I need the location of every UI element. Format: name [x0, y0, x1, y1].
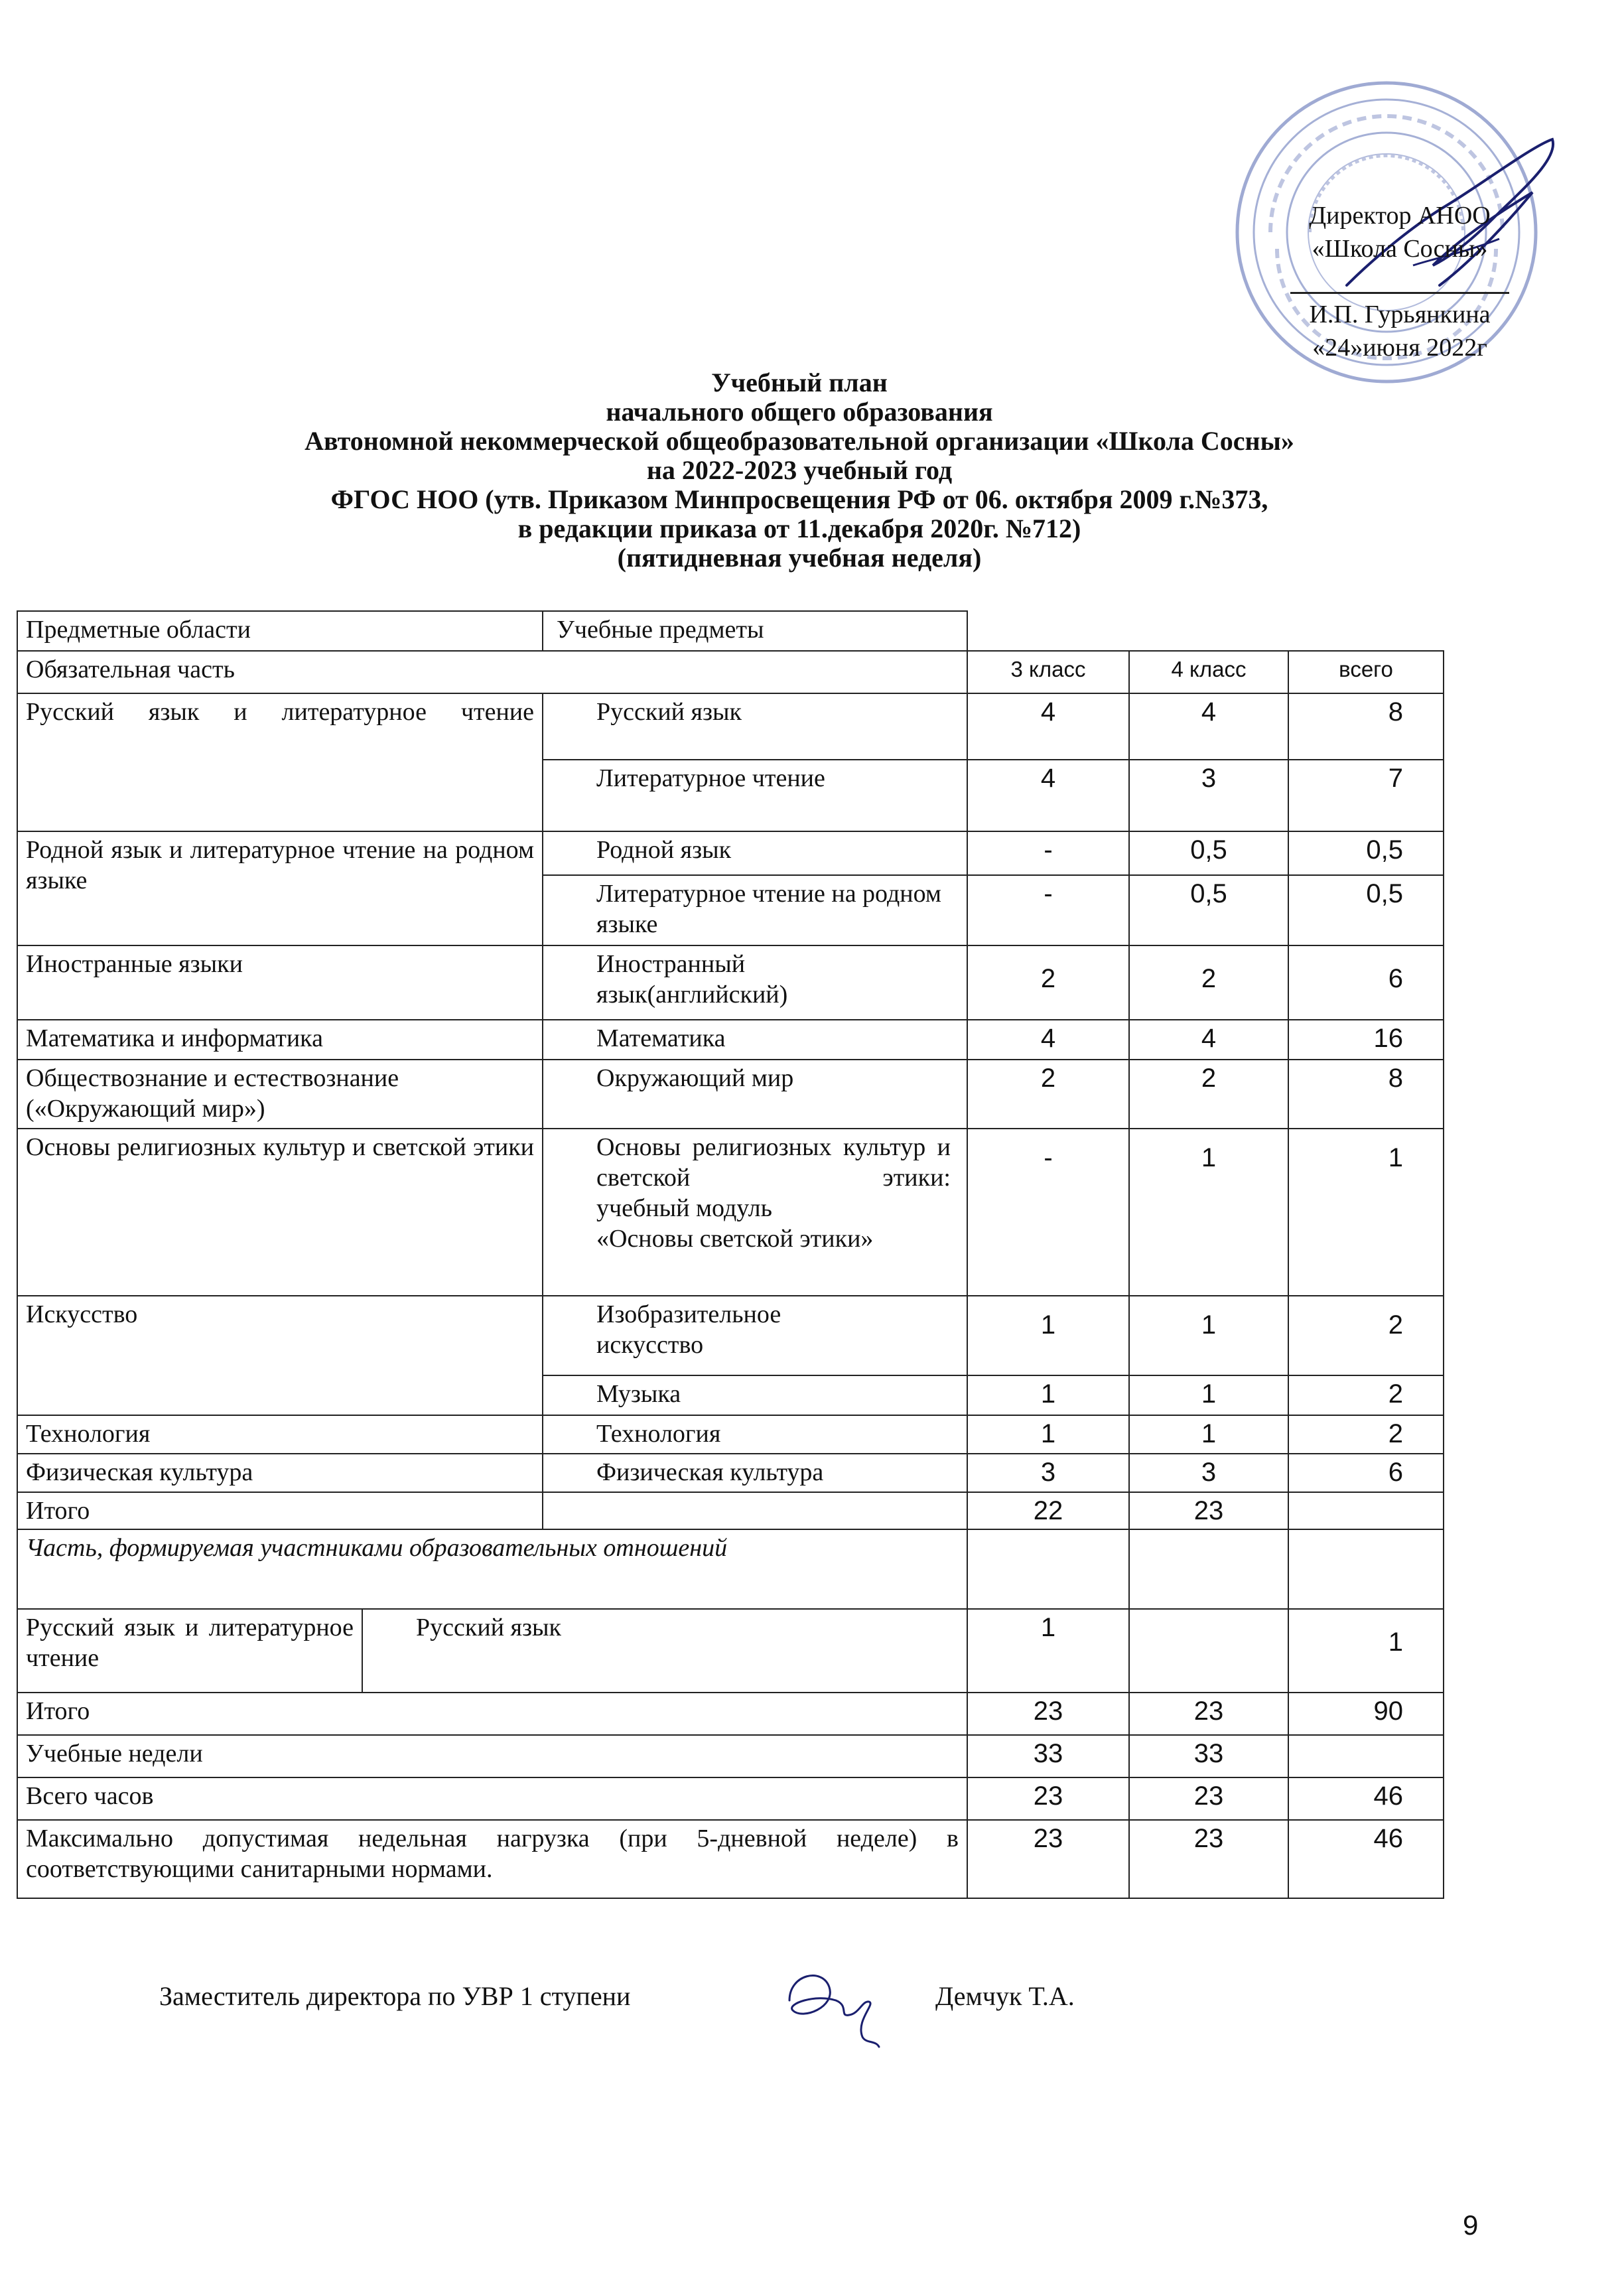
value-grade-3: -: [967, 875, 1129, 945]
value-total: 1: [1288, 1129, 1444, 1296]
value-grade-3: 2: [967, 1060, 1129, 1129]
area-cell: Иностранные языки: [17, 945, 543, 1020]
value-grade-4: 4: [1129, 693, 1288, 760]
value-grade-3: 4: [967, 693, 1129, 760]
weeks-grade-4: 33: [1129, 1735, 1288, 1777]
value-grade-3: 4: [967, 1020, 1129, 1060]
value-grade-4: 1: [1129, 1296, 1288, 1375]
value-total: 6: [1288, 945, 1444, 1020]
total-grade-3: 23: [967, 1693, 1129, 1735]
subject-cell: Русский язык: [362, 1609, 967, 1693]
value-total: 2: [1288, 1375, 1444, 1415]
deputy-signature: [776, 1954, 889, 2053]
value-grade-3: -: [967, 831, 1129, 875]
value-total: 0,5: [1288, 875, 1444, 945]
subject-cell: Музыка: [543, 1375, 967, 1415]
subject-line: «Основы светской этики»: [596, 1225, 874, 1253]
area-cell: Родной язык и литературное чтение на родном языке: [17, 831, 543, 945]
value-total: 0,5: [1288, 831, 1444, 875]
value-total: 2: [1288, 1415, 1444, 1454]
total-grade-4: 23: [1129, 1693, 1288, 1735]
weeks-total: [1288, 1735, 1444, 1777]
hours-label: Всего часов: [17, 1777, 967, 1820]
mandatory-label: Обязательная часть: [17, 651, 967, 693]
value-total: 1: [1288, 1609, 1444, 1693]
value-grade-4: 1: [1129, 1375, 1288, 1415]
table-row: [17, 1454, 1444, 1492]
value-grade-4: 1: [1129, 1129, 1288, 1296]
area-cell: Технология: [17, 1415, 543, 1454]
title-line-1: Учебный план: [711, 368, 888, 397]
value-grade-4: 0,5: [1129, 831, 1288, 875]
formed-part-header-row: [17, 1529, 1444, 1609]
value-grade-3: 1: [967, 1296, 1129, 1375]
subject-cell: [543, 1129, 967, 1296]
area-cell: Русский язык и литературное чтение: [17, 693, 543, 831]
value-total: 16: [1288, 1020, 1444, 1060]
value-grade-4: 0,5: [1129, 875, 1288, 945]
value-grade-4: 1: [1129, 1415, 1288, 1454]
subject-line: Основы религиозных культур и светской этики:: [596, 1133, 951, 1192]
value-grade-4: 2: [1129, 945, 1288, 1020]
value-grade-3: 1: [967, 1415, 1129, 1454]
subject-cell: Изобразительное искусство: [543, 1296, 967, 1375]
value-total: 8: [1288, 693, 1444, 760]
approval-name: И.П. Гурьянкина: [1309, 301, 1491, 328]
table-row: [17, 1415, 1444, 1454]
weeks-row: [17, 1735, 1444, 1777]
area-cell: Обществознание и естествознание («Окружающий мир»): [17, 1060, 543, 1129]
deputy-position: Заместитель директора по УВР 1 ступени: [159, 1981, 631, 2011]
value-total: 7: [1288, 760, 1444, 831]
document-title: [172, 368, 1426, 573]
title-line-6: в редакции приказа от 11.декабря 2020г. №712): [517, 514, 1081, 543]
value-grade-4: 2: [1129, 1060, 1288, 1129]
total-row: [17, 1492, 1444, 1529]
value-grade-4: 3: [1129, 760, 1288, 831]
total-all: [1288, 1492, 1444, 1529]
subject-cell: Литературное чтение на родном языке: [543, 875, 967, 945]
hours-row: [17, 1777, 1444, 1820]
subject-cell: Окружающий мир: [543, 1060, 967, 1129]
hours-total: 46: [1288, 1777, 1444, 1820]
area-cell: Основы религиозных культур и светской этики: [17, 1129, 543, 1296]
value-grade-3: -: [967, 1129, 1129, 1296]
col-total: всего: [1288, 651, 1444, 693]
subject-cell: Русский язык: [543, 693, 967, 760]
table-row: [17, 945, 1444, 1020]
max-grade-4: 23: [1129, 1820, 1288, 1898]
weeks-grade-3: 33: [967, 1735, 1129, 1777]
value-grade-4: 3: [1129, 1454, 1288, 1492]
subject-cell: Математика: [543, 1020, 967, 1060]
approval-date: «24»июня 2022г: [1312, 334, 1487, 362]
signature-line: [1290, 292, 1509, 294]
title-line-4: на 2022-2023 учебный год: [646, 455, 953, 485]
approval-block: [1290, 199, 1509, 364]
title-line-3: Автономной некоммерческой общеобразовательной организации «Школа Сосны»: [304, 426, 1294, 456]
area-cell: Русский язык и литературное чтение: [17, 1609, 362, 1693]
value-grade-3: 1: [967, 1609, 1129, 1693]
total-row: [17, 1693, 1444, 1735]
value-grade-3: 3: [967, 1454, 1129, 1492]
total-label: Итого: [17, 1492, 543, 1529]
table-row: [17, 1020, 1444, 1060]
subject-cell: Родной язык: [543, 831, 967, 875]
value-grade-4: [1129, 1609, 1288, 1693]
title-line-2: начального общего образования: [606, 397, 993, 427]
table-row: [17, 1060, 1444, 1129]
approval-organization: «Школа Сосны»: [1312, 235, 1488, 263]
subject-cell: Физическая культура: [543, 1454, 967, 1492]
value-total: 6: [1288, 1454, 1444, 1492]
max-total: 46: [1288, 1820, 1444, 1898]
value-grade-3: 2: [967, 945, 1129, 1020]
header-subjects: Учебные предметы: [543, 611, 967, 651]
total-all: 90: [1288, 1693, 1444, 1735]
max-grade-3: 23: [967, 1820, 1129, 1898]
table-row: [17, 1296, 1444, 1375]
value-grade-3: 4: [967, 760, 1129, 831]
table-row: [17, 1129, 1444, 1296]
col-grade-3: 3 класс: [967, 651, 1129, 693]
subject-cell: Иностранный язык(английский): [543, 945, 967, 1020]
table-row: [17, 693, 1444, 760]
hours-grade-4: 23: [1129, 1777, 1288, 1820]
subject-cell: Литературное чтение: [543, 760, 967, 831]
value-grade-4: 4: [1129, 1020, 1288, 1060]
mandatory-header-row: [17, 651, 1444, 693]
subject-line: учебный модуль: [596, 1194, 772, 1222]
hours-grade-3: 23: [967, 1777, 1129, 1820]
header-areas: Предметные области: [17, 611, 543, 651]
deputy-name: Демчук Т.А.: [935, 1981, 1075, 2011]
total-grade-3: 22: [967, 1492, 1129, 1529]
area-cell: Искусство: [17, 1296, 543, 1415]
area-cell: Физическая культура: [17, 1454, 543, 1492]
approval-position: Директор АНОО: [1309, 202, 1491, 230]
title-line-7: (пятидневная учебная неделя): [617, 543, 982, 573]
weeks-label: Учебные недели: [17, 1735, 967, 1777]
total-grade-4: 23: [1129, 1492, 1288, 1529]
table-header-row: [17, 611, 1444, 651]
formed-part-label: Часть, формируемая участниками образовательных отношений: [17, 1529, 967, 1609]
curriculum-table: [17, 610, 1444, 1899]
table-row: [17, 1609, 1444, 1693]
table-row: [17, 831, 1444, 875]
area-cell: Математика и информатика: [17, 1020, 543, 1060]
total-label: Итого: [17, 1693, 967, 1735]
value-total: 8: [1288, 1060, 1444, 1129]
page-number: 9: [1463, 2209, 1479, 2241]
max-load-row: [17, 1820, 1444, 1898]
subject-cell: Технология: [543, 1415, 967, 1454]
title-line-5: ФГОС НОО (утв. Приказом Минпросвещения РФ от 06. октября 2009 г.№373,: [330, 484, 1268, 514]
value-grade-3: 1: [967, 1375, 1129, 1415]
col-grade-4: 4 класс: [1129, 651, 1288, 693]
max-load-label: Максимально допустимая недельная нагрузка (при 5-дневной неделе) в соответствующими санитарными нормами.: [17, 1820, 967, 1898]
value-total: 2: [1288, 1296, 1444, 1375]
